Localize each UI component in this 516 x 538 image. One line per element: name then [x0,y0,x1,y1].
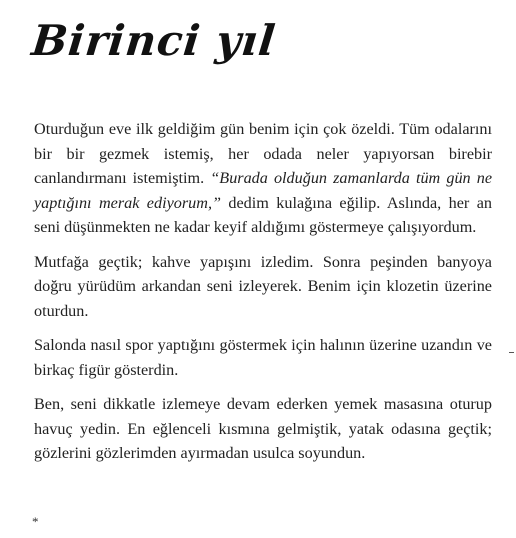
chapter-body [34,117,492,476]
paragraph-1 [34,117,492,240]
paragraph-1-text-start: Oturduğun eve ilk geldiğim gün benim için çok özeldi. Tüm odalarını bir bir gezmek istemiş, her odada neler yapıyorsan birebir canlandırmanı istemiştim. [34,120,492,187]
paragraph-1-text-end: dedim kulağına eğilip. Aslında, her an seni düşünmekten ne kadar keyif aldığımı göstermeye çalışıyordum. [34,193,492,236]
footnote-asterisk: * [32,514,39,529]
paragraph-3: Salonda nasıl spor yaptığını göstermek için halının üzerine uzandın ve birkaç figür gösterdin. [34,336,492,379]
margin-dash-mark [509,352,514,353]
paragraph-4: Ben, seni dikkatle izlemeye devam ederken yemek masasına oturup havuç yedin. En eğlenceli kısmına gelmiştik, yatak odasına geçtik; gözlerini gözlerimden ayırmadan usulca soyundun. [34,395,492,462]
paragraph-1-quote: “Burada olduğun zamanlarda tüm gün ne yaptığını merak ediyorum,” [34,169,493,212]
chapter-title: Birinci yıl [29,16,279,65]
paragraph-2: Mutfağa geçtik; kahve yapışını izledim. Sonra peşinden banyoya doğru yürüdüm arkandan seni izleyerek. Benim için klozetin üzerine oturdun. [34,252,492,320]
